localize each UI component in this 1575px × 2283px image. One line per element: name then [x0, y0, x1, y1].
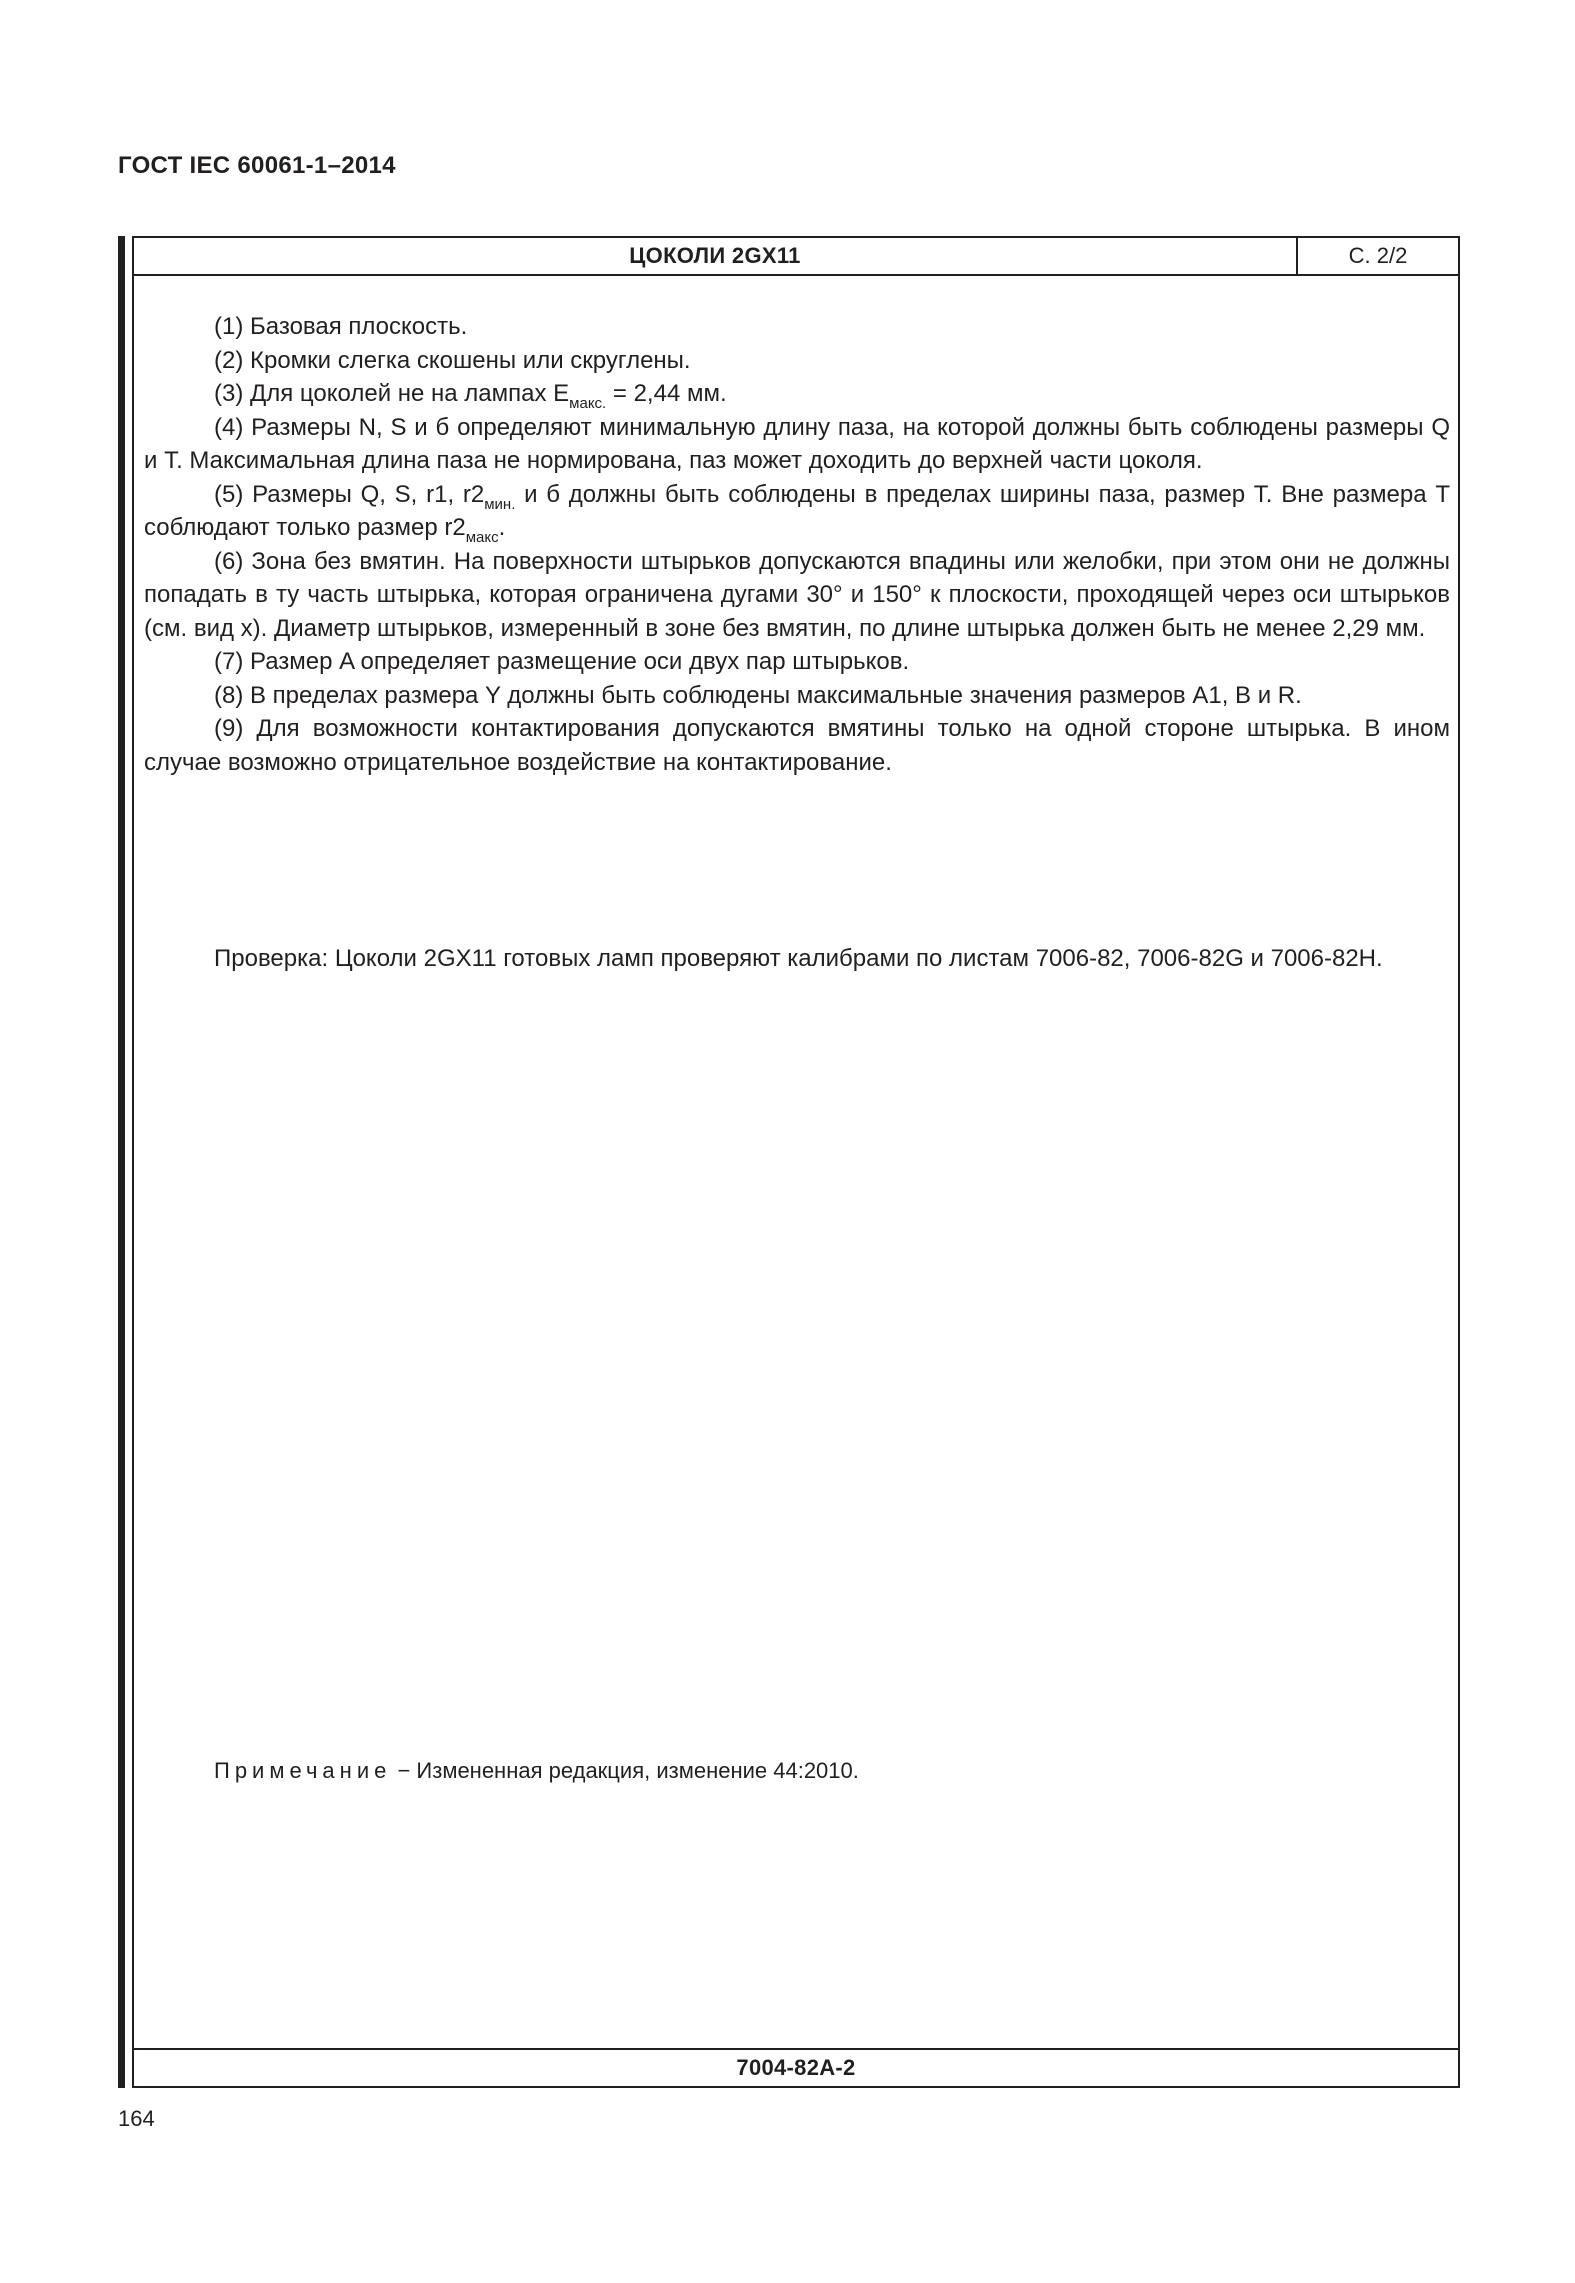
note-8: (8) В пределах размера Y должны быть соблюдены максимальные значения размеров A1, B и R.	[214, 681, 1302, 709]
note-3-subscript: макс.	[569, 395, 607, 412]
standard-header: ГОСТ IEC 60061-1–2014	[118, 152, 396, 179]
page-number: 164	[118, 2106, 155, 2131]
note-3-value: = 2,44 мм.	[606, 380, 727, 407]
note-5-subscript-max: макс	[465, 529, 499, 546]
note-7: (7) Размер A определяет размещение оси двух пар штырьков.	[214, 648, 910, 675]
sheet-title-row	[134, 238, 1458, 276]
notes-list	[144, 310, 1450, 779]
note-3	[144, 377, 1450, 411]
footnote-text: − Измененная редакция, изменение 44:2010.	[391, 1758, 859, 1783]
note-4: (4) Размеры N, S и б определяют минимальную длину паза, на которой должны быть соблюдены размеры Q и T. Максимальная длина паза не нормирована, паз может доходить до верхней части цоколя.	[144, 413, 1450, 474]
footnote-label: Примечание	[214, 1758, 392, 1783]
note-9: (9) Для возможности контактирования допускаются вмятины только на одной стороне штырька. В ином случае возможно отрицательное воздействие на контактирование.	[144, 715, 1450, 776]
change-bar	[118, 236, 125, 2088]
note-6: (6) Зона без вмятин. На поверхности штырьков допускаются впадины или желобки, при этом они не должны попадать в ту часть штырька, которая ограничена дугами 30° и 150° к плоскости, проходящей через оси штырьков (см. вид x). Диаметр штырьков, измеренный в зоне без вмятин, по длине штырька должен быть не менее 2,29 мм.	[144, 547, 1450, 642]
sheet-number: 7004-82A-2	[134, 2048, 1458, 2086]
check-paragraph: Проверка: Цоколи 2GX11 готовых ламп проверяют калибрами по листам 7006-82, 7006-82G и 7006-82H.	[214, 945, 1383, 972]
footnote	[214, 1758, 859, 1784]
note-1: (1) Базовая плоскость.	[214, 313, 468, 340]
note-5-text: (5) Размеры Q, S, r1, r2	[214, 480, 485, 508]
note-5-subscript-min: мин.	[484, 495, 516, 513]
note-2: (2) Кромки слегка скошены или скруглены.	[214, 346, 691, 374]
standard-sheet	[132, 236, 1460, 2088]
sheet-title: ЦОКОЛИ 2GX11	[629, 243, 801, 268]
sheet-page-ref: С. 2/2	[1296, 238, 1458, 274]
note-5-end: .	[498, 514, 506, 541]
note-5	[144, 478, 1450, 545]
note-3-text: (3) Для цоколей не на лампах E	[214, 380, 570, 407]
note-5-text-cont: и б должны быть соблюдены в пределах ширины паза, размер T. Вне размера T соблюдают только размер r2	[144, 480, 1450, 541]
